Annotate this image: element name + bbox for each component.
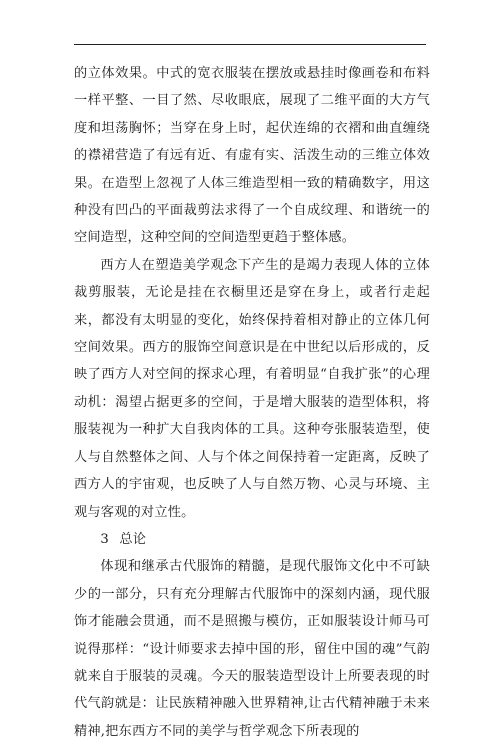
paragraph-conclusion: 体现和继承古代服饰的精髓，是现代服饰文化中不可缺少的一部分，只有充分理解古代服饰中的深刻内涵，现代服饰才能融会贯通，而不是照搬与模仿，正如服装设计师马可说得那样：“设计师要求去掉中国的形，留住中国的魂”气韵就来自于服装的灵魂。今天的服装造型设计上所要表现的时代气韵就是：让民族精神融入世界精神,让古代精神融于未来精神,把东西方不同的美学与哲学观念下所表现的 [74, 559, 430, 739]
section-number: 3 [100, 531, 109, 547]
section-heading [74, 526, 430, 553]
paragraph-western-3d-cutting: 西方人在塑造美学观念下产生的是竭力表现人体的立体裁剪服装，无论是挂在衣橱里还是穿在身上，或者行走起来，都没有太明显的变化，始终保持着相对静止的立体几何空间效果。西方的服饰空间意识是在中世纪以后形成的，反映了西方人对空间的探求心理，有着明显“自我扩张”的心理动机：渴望占据更多的空间，于是增大服装的造型体积，将服装视为一种扩大自我肉体的工具。这种夸张服装造型，使人与自然整体之间、人与个体之间保持着一定距离，反映了西方人的宇宙观，也反映了人与自然万物、心灵与环境、主观与客观的对立性。 [74, 257, 430, 520]
document-body [74, 60, 430, 745]
paragraph-chinese-garment-effect: 的立体效果。中式的宽衣服装在摆放或悬挂时像画卷和布料一样平整、一目了然、尽收眼底，展现了二维平面的大方气度和坦荡胸怀；当穿在身上时，起伏连绵的衣褶和曲直缠绕的襟裙营造了有远有近、有虚有实、活泼生动的三维立体效果。在造型上忽视了人体三维造型相一致的精确数字，用这种没有凹凸的平面裁剪法求得了一个自成纹理、和谐统一的空间造型，这种空间的空间造型更趋于整体感。 [74, 66, 430, 246]
header-rule [74, 44, 426, 45]
section-title: 总论 [119, 531, 147, 547]
